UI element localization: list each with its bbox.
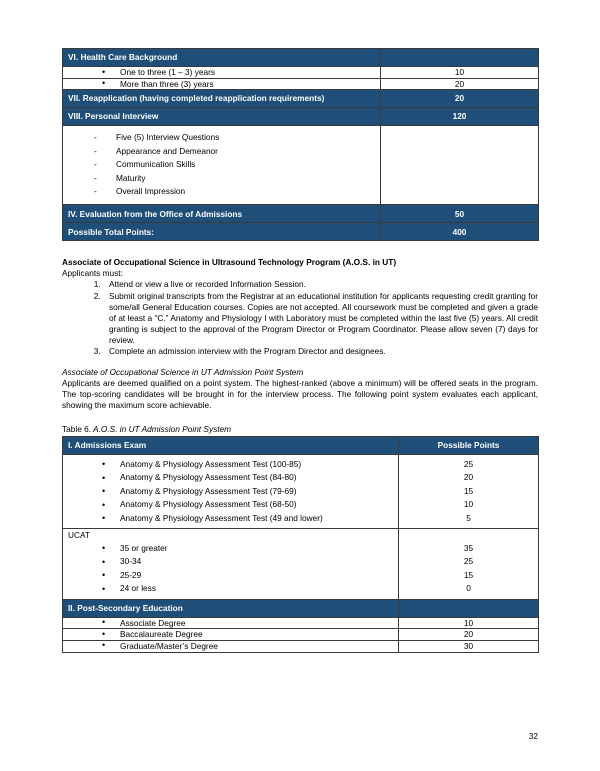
- points-value: 15: [463, 569, 474, 580]
- exam-items-cell: [63, 454, 399, 528]
- post-secondary-row-label-cell: [63, 640, 399, 652]
- table-row: [63, 126, 539, 205]
- post-secondary-row-points: 10: [399, 617, 539, 629]
- list-item: • Anatomy & Physiology Assessment Test (79-69): [102, 485, 398, 498]
- health-more-than-three-points: 20: [381, 78, 539, 90]
- list-item: - Communication Skills: [94, 158, 380, 171]
- table-row-total: [63, 223, 539, 241]
- upper-point-table: [62, 48, 539, 241]
- table-caption-prefix: Table 6.: [62, 423, 92, 434]
- list-item: 2. Submit original transcripts from the Registrar at an educational institution for applicants requesting credit granting for some/all General Education courses. Copies are not accepted. All coursework must be completed and given a grade of at least a “C.” Anatomy and Physiology I with Laboratory must be completed within the last five (5) years. All credit granting is subject to the approval of the Program Director or Program Coordinator. Please allow seven (7) days for review.: [103, 291, 538, 346]
- list-item: • 35 or greater: [102, 542, 398, 555]
- table-row: [63, 454, 539, 528]
- point-system-heading: Associate of Occupational Science in UT Admission Point System: [62, 366, 304, 377]
- list-item: • Anatomy & Physiology Assessment Test (49 and lower): [102, 512, 398, 525]
- program-heading: Associate of Occupational Science in Ultrasound Technology Program (A.O.S. in UT): [62, 257, 397, 268]
- points-value: 0: [466, 583, 471, 594]
- total-label: Possible Total Points:: [63, 223, 381, 241]
- list-item: • Associate Degree: [102, 618, 398, 629]
- table-row-admissions-exam-header: [63, 436, 539, 454]
- spacer: [62, 241, 538, 257]
- personal-interview-label: VIII. Personal Interview: [63, 108, 381, 126]
- post-secondary-label: II. Post-Secondary Education: [63, 599, 399, 617]
- possible-points-label: Possible Points: [399, 436, 539, 454]
- table-row-personal-interview: [63, 108, 539, 126]
- table-row-health-care-header: [63, 49, 539, 67]
- admissions-exam-label: I. Admissions Exam: [63, 436, 399, 454]
- spacer: [62, 357, 538, 367]
- bullet-list: [63, 629, 398, 640]
- list-item: • 24 or less: [102, 582, 398, 595]
- personal-interview-points: 120: [381, 108, 539, 126]
- list-item: - Maturity: [94, 172, 380, 185]
- bullet-list: [63, 79, 380, 90]
- list-item: • Anatomy & Physiology Assessment Test (100-85): [102, 458, 398, 471]
- table-row: [63, 529, 539, 600]
- interview-items-points: [381, 126, 539, 205]
- health-one-to-three-points: 10: [381, 67, 539, 79]
- points-value: 25: [463, 556, 474, 567]
- exam-points-cell: [399, 454, 539, 528]
- ucat-cell: [63, 529, 399, 600]
- list-item: - Overall Impression: [94, 185, 380, 198]
- table-caption-title: A.O.S. in UT Admission Point System: [91, 423, 232, 434]
- points-value: 15: [463, 485, 474, 496]
- table-row-evaluation: [63, 205, 539, 223]
- list-item: • Anatomy & Physiology Assessment Test (68-50): [102, 498, 398, 511]
- list-item: • One to three (1 – 3) years: [102, 67, 380, 78]
- interview-items-cell: [63, 126, 381, 205]
- points-value: 35: [463, 543, 474, 553]
- table-row: [63, 629, 539, 641]
- reapplication-points: 20: [381, 90, 539, 108]
- list-item: • Baccalaureate Degree: [102, 629, 398, 640]
- points-value: 20: [463, 472, 474, 483]
- health-more-than-three-cell: [63, 78, 381, 90]
- post-secondary-row-points: 20: [399, 629, 539, 641]
- evaluation-label: IV. Evaluation from the Office of Admissions: [63, 205, 381, 223]
- post-secondary-rows: [63, 617, 539, 652]
- ucat-points-cell: [399, 529, 539, 600]
- bullet-list: [63, 618, 398, 629]
- table-row-post-secondary-header: [63, 599, 539, 617]
- page-number: 32: [528, 731, 538, 741]
- points-value: 25: [463, 458, 474, 469]
- table-row: [63, 640, 539, 652]
- health-one-to-three-cell: [63, 67, 381, 79]
- program-intro: Applicants must:: [62, 268, 123, 279]
- table-row: [63, 67, 539, 79]
- post-secondary-row-label-cell: [63, 629, 399, 641]
- list-item: • Graduate/Master’s Degree: [102, 641, 398, 652]
- page-content: [62, 48, 538, 653]
- total-points: 400: [381, 223, 539, 241]
- table-row: [63, 617, 539, 629]
- lower-point-table: [62, 436, 539, 653]
- program-requirements-list: [62, 279, 538, 356]
- post-secondary-points: [399, 599, 539, 617]
- point-system-paragraph: Applicants are deemed qualified on a point system. The highest-ranked (above a minimum) will be offered seats in the program. The top-scoring candidates will be brought in for the interview process. The following point system evaluates each applicant, showing the maximum score achievable.: [62, 377, 538, 410]
- health-care-header-points: [381, 49, 539, 67]
- bullet-list: [63, 458, 398, 525]
- list-item: - Five (5) Interview Questions: [94, 131, 380, 144]
- list-item: • More than three (3) years: [102, 79, 380, 90]
- post-secondary-row-label-cell: [63, 617, 399, 629]
- points-value: 10: [463, 499, 474, 510]
- evaluation-points: 50: [381, 205, 539, 223]
- bullet-list: [68, 542, 398, 596]
- dash-list: [63, 131, 380, 198]
- table-row: [63, 78, 539, 90]
- list-item: • 25-29: [102, 569, 398, 582]
- table-row-reapplication: [63, 90, 539, 108]
- points-value: 5: [466, 512, 471, 523]
- reapplication-label: VII. Reapplication (having completed reapplication requirements): [63, 90, 381, 108]
- list-item: 3. Complete an admission interview with the Program Director and designees.: [103, 346, 538, 357]
- list-item: 1. Attend or view a live or recorded Information Session.: [103, 279, 538, 290]
- post-secondary-row-points: 30: [399, 640, 539, 652]
- spacer: [62, 411, 538, 424]
- health-care-header-label: VI. Health Care Background: [63, 49, 381, 67]
- ucat-label: UCAT: [68, 530, 90, 541]
- bullet-list: [63, 67, 380, 78]
- list-item: - Appearance and Demeanor: [94, 145, 380, 158]
- list-item: • 30-34: [102, 555, 398, 568]
- bullet-list: [63, 641, 398, 652]
- table-caption: [62, 424, 538, 434]
- list-item: • Anatomy & Physiology Assessment Test (84-80): [102, 471, 398, 484]
